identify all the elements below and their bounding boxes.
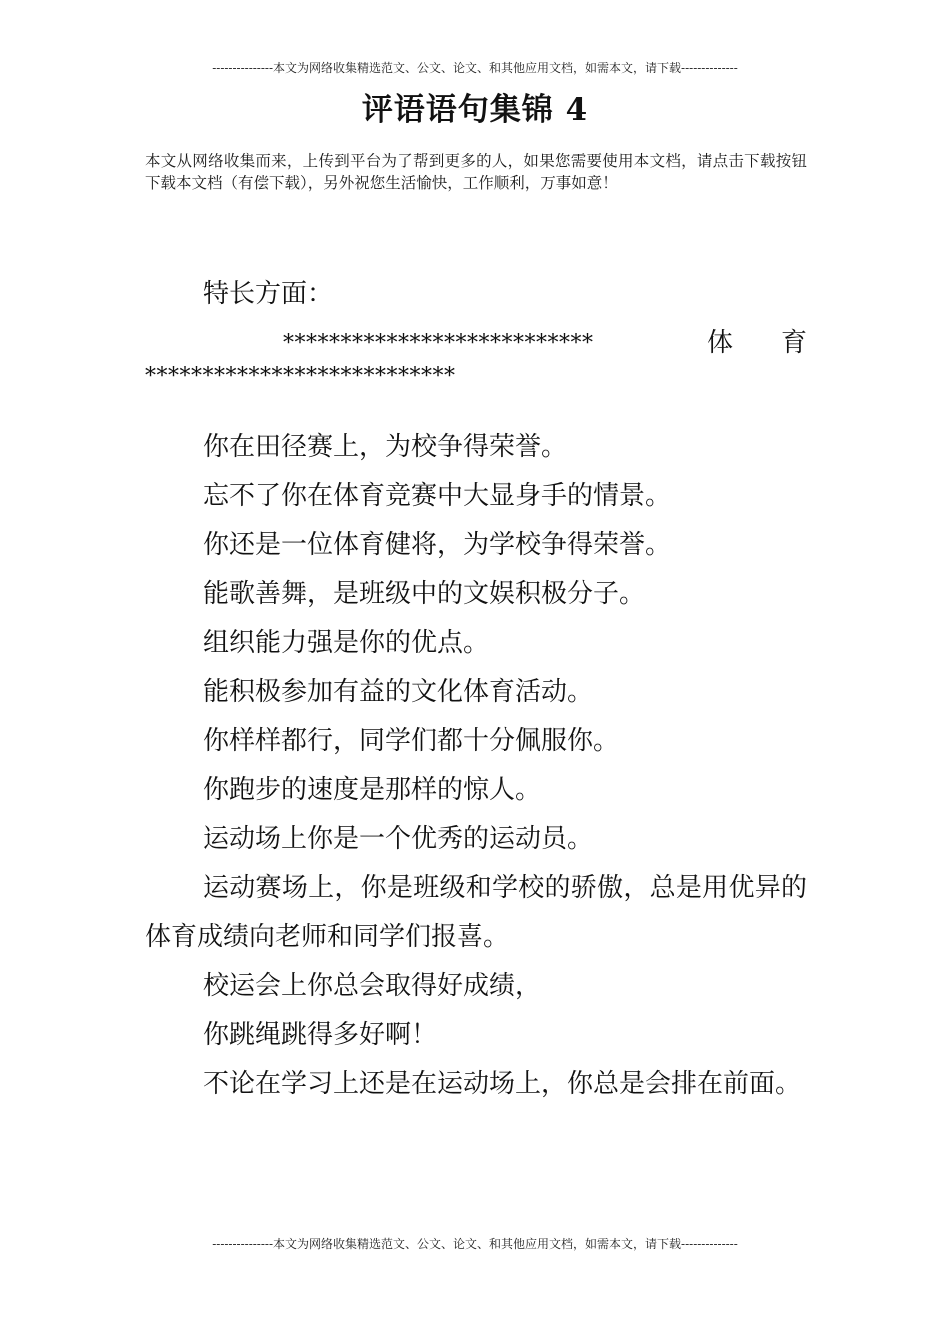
comment-sentence: 你样样都行，同学们都十分佩服你。 bbox=[203, 726, 620, 756]
divider-word bbox=[707, 319, 807, 368]
footer-banner: ---------------本文为网络收集精选范文、公文、论文、和其他应用文档，如需本文，请下载-------------- bbox=[212, 1237, 738, 1251]
comment-sentence: 能歌善舞，是班级中的文娱积极分子。 bbox=[203, 579, 646, 609]
comment-sentence: 你跑步的速度是那样的惊人。 bbox=[203, 775, 542, 805]
comment-sentence: 你跳绳跳得多好啊！ bbox=[203, 1020, 438, 1050]
comment-sentence: 能积极参加有益的文化体育活动。 bbox=[203, 677, 594, 707]
comment-sentence: 你在田径赛上，为校争得荣誉。 bbox=[203, 432, 568, 462]
header-banner: ---------------本文为网络收集精选范文、公文、论文、和其他应用文档，如需本文，请下载-------------- bbox=[212, 61, 738, 75]
divider-stars-left: *************************** bbox=[283, 331, 594, 356]
document-title: 评语语句集锦 4 bbox=[361, 92, 589, 128]
comment-sentence: 不论在学习上还是在运动场上，你总是会排在前面。 bbox=[203, 1069, 802, 1099]
comment-sentence: 运动赛场上，你是班级和学校的骄傲，总是用优异的体育成绩向老师和同学们报喜。 bbox=[145, 873, 807, 952]
comment-sentence: 运动场上你是一个优秀的运动员。 bbox=[203, 824, 594, 854]
divider-word-char: 体 bbox=[707, 328, 734, 358]
section-divider bbox=[145, 319, 807, 368]
comment-sentence: 忘不了你在体育竞赛中大显身手的情景。 bbox=[203, 481, 672, 511]
comment-sentence: 组织能力强是你的优点。 bbox=[203, 628, 490, 658]
divider-stars-right: *************************** bbox=[145, 364, 456, 389]
intro-paragraph: 本文从网络收集而来，上传到平台为了帮到更多的人，如果您需要使用本文档，请点击下载按钮下载本文档（有偿下载），另外祝您生活愉快，工作顺利，万事如意！ bbox=[145, 152, 807, 192]
comment-sentence: 校运会上你总会取得好成绩， bbox=[203, 971, 542, 1001]
comment-sentence: 你还是一位体育健将，为学校争得荣誉。 bbox=[203, 530, 672, 560]
section-label: 特长方面： bbox=[203, 279, 334, 309]
divider-word-char: 育 bbox=[780, 328, 807, 358]
document-body bbox=[145, 270, 807, 1109]
